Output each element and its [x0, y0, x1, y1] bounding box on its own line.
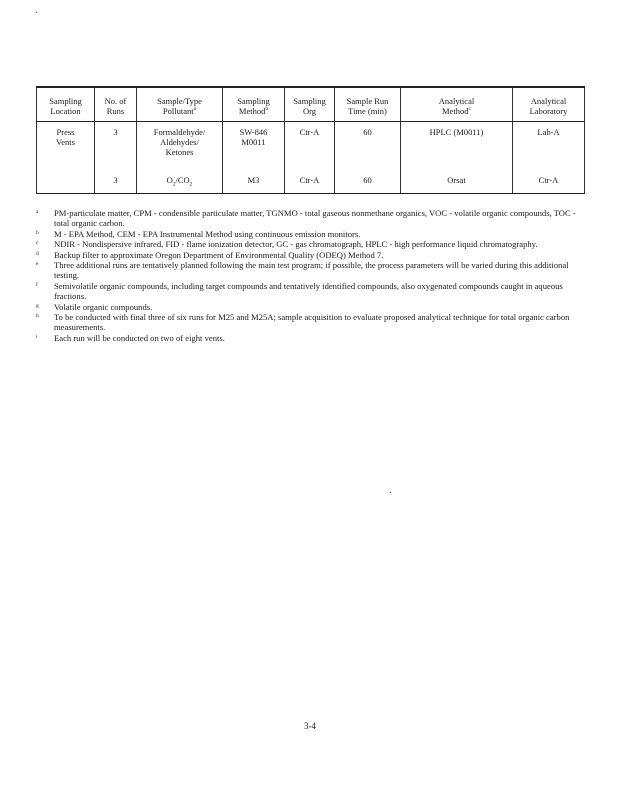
header-analytical-laboratory: Analytical Laboratory	[513, 87, 585, 122]
cell-time: 60	[335, 171, 401, 194]
footnote-mark: b	[36, 229, 39, 236]
table-header-row	[37, 87, 585, 122]
sampling-table-container	[36, 86, 584, 194]
scan-speck	[390, 492, 391, 493]
footnote-mark: i	[36, 333, 38, 340]
footnote-mark: c	[36, 240, 39, 247]
footnote-mark: c	[468, 106, 471, 113]
footnote: d Backup filter to approximate Oregon Department of Environmental Quality (ODEQ) Method 7.	[36, 249, 384, 260]
table-row	[37, 171, 585, 194]
cell-time: 60	[335, 122, 401, 172]
footnote-mark: b	[265, 106, 269, 113]
footnote: b M - EPA Method, CEM - EPA Instrumental Method using continuous emission monitors.	[36, 228, 361, 239]
footnote: g Volatile organic compounds.	[36, 301, 153, 312]
cell-method: SW-846 M0011	[223, 122, 285, 172]
header-sample-run-time: Sample Run Time (min)	[335, 87, 401, 122]
cell-org: Ctr-A	[285, 122, 335, 172]
cell-runs: 3	[95, 171, 137, 194]
header-sampling-location: Sampling Location	[37, 87, 95, 122]
footnote: f Semivolatile organic compounds, including target compounds and tentatively identified compounds, also oxygenated compounds caught in aqueous fractions.	[36, 280, 563, 302]
header-sample-type-pollutant: Sample/Type Pollutant$^a$	[137, 87, 223, 122]
page-number: 3-4	[304, 721, 316, 731]
footnote: a PM-particulate matter, CPM - condensible particulate matter, TGNMO - total gaseous nonmethane organics, VOC - volatile organic compounds, TOC - total organic carbon.	[36, 208, 576, 229]
footnote: c NDIR - Nondispersive infrared, FID - flame ionization detector, GC - gas chromatograph, HPLC - high performance liquid chromatography.	[36, 239, 538, 250]
footnote-mark: d	[36, 250, 39, 257]
footnote-mark: e	[36, 261, 39, 268]
cell-location: Press Vents	[37, 122, 95, 172]
footnote: e Three additional runs are tentatively planned following the main test program; if possible, the process parameters will be varied during this additional testing.	[36, 260, 569, 281]
cell-analytical-method: HPLC (M0011)	[401, 122, 513, 172]
cell-location	[37, 171, 95, 194]
footnote: h To be conducted with final three of six runs for M25 and M25A; sample acquisition to evaluate proposed analytical technique for total organic carbon measurements.	[36, 312, 570, 333]
cell-lab: Ctr-A	[513, 171, 585, 194]
sampling-table	[36, 86, 585, 194]
footnote-mark: a	[193, 106, 197, 113]
footnotes	[36, 208, 581, 343]
cell-runs: 3	[95, 122, 137, 172]
footnote-mark: f	[36, 281, 38, 288]
cell-pollutant: Formaldehyde/ Aldehydes/ Ketones	[137, 122, 223, 172]
header-no-of-runs: No. of Runs	[95, 87, 137, 122]
footnote-mark: g	[36, 302, 39, 309]
footnote-mark: h	[36, 313, 39, 320]
footnote: i Each run will be conducted on two of eight vents.	[36, 332, 225, 343]
header-analytical-method: Analytical Method$^c$	[401, 87, 513, 122]
table-row	[37, 122, 585, 172]
cell-method: M3	[223, 171, 285, 194]
cell-org: Ctr-A	[285, 171, 335, 194]
header-sampling-org: Sampling Org	[285, 87, 335, 122]
cell-analytical-method: Orsat	[401, 171, 513, 194]
scan-speck	[36, 12, 37, 13]
cell-lab: Lab-A	[513, 122, 585, 172]
header-sampling-method: Sampling Method$^b$	[223, 87, 285, 122]
footnote-mark: a	[36, 209, 39, 215]
cell-pollutant: $O_2/CO_2$	[137, 171, 223, 194]
